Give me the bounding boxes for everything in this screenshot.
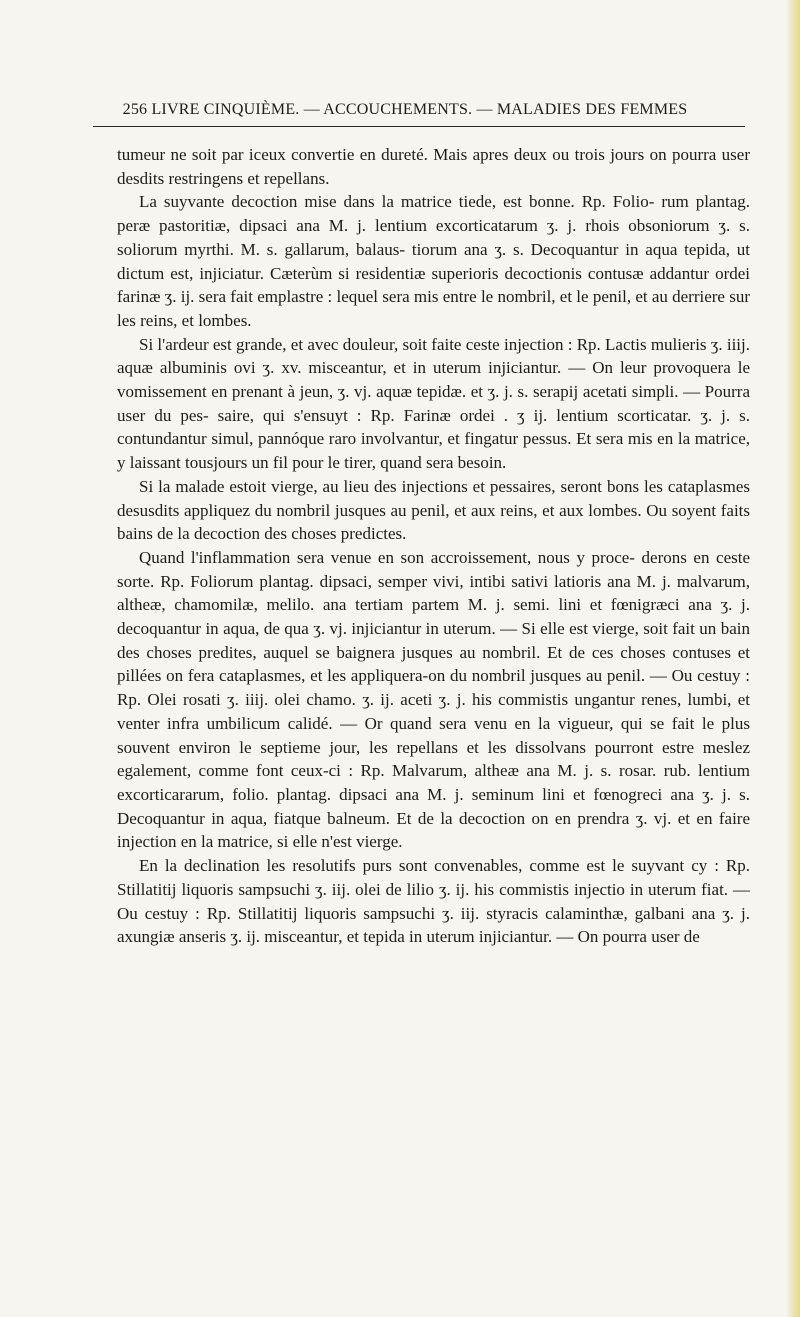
paragraph-4: Si la malade estoit vierge, au lieu des injections et pessaires, seront bons les cataplasmes desusdits appliquez du nombril jusques au penil, et aux reins, et aux lombes. Ou soyent faits bains de la decoction des choses predictes. bbox=[117, 476, 750, 544]
paragraph-6: En la declination les resolutifs purs sont convenables, comme est le suyvant cy : Rp. Stillatitij liquoris sampsuchi ʒ. iij. olei de lilio ʒ. ij. his commistis injectio in uterum fiat. — Ou cestuy : Rp. Stillatitij liquoris sampsuchi ʒ. iij. styracis calaminthæ, galbani ana ʒ. j. axungiæ anseris ʒ. ij. misceantur, et tepida in uterum injiciantur. — On pourra user de bbox=[117, 856, 750, 947]
paragraph-2: La suyvante decoction mise dans la matrice tiede, est bonne. Rp. Folio- rum plantag. peræ pastoritiæ, dipsaci ana M. j. lentium excorticatarum ʒ. j. rhois obsoniorum ʒ. s. soliorum myrthi. M. s. gallarum, balaus- tiorum ana ʒ. s. Decoquantur in aqua tepida, ut dictum est, injiciatur. Cæterùm si residentiæ superioris decoctionis contusæ addantur ordei farinæ ʒ. ij. sera fait emplastre : lequel sera mis entre le nombril, et le penil, et au derriere sur les reins, et lombes. bbox=[117, 192, 751, 330]
paragraph-3: Si l'ardeur est grande, et avec douleur, soit faite ceste injection : Rp. Lactis mulieris ʒ. iiij. aquæ albuminis ovi ʒ. xv. misceantur, et in uterum injiciantur. — On leur provoquera le vomissement en prenant à jeun, ʒ. vj. aquæ tepidæ. et ʒ. j. s. serapij acetati simpli. — Pourra user du pes- saire, qui s'ensuyt : Rp. Farinæ ordei . ʒ ij. lentium scorticatar. ʒ. j. s. contundantur simul, pannóque raro involvantur, et fingatur pessus. Et sera mis en la matrice, y laissant tousjours un fil pour le tirer, quand sera besoin. bbox=[117, 334, 750, 473]
header-rule bbox=[93, 126, 745, 127]
body-text bbox=[117, 143, 750, 949]
paragraph-1: tumeur ne soit par iceux convertie en dureté. Mais apres deux ou trois jours on pourra user desdits restringens et repellans. bbox=[117, 145, 750, 188]
paragraph-5: Quand l'inflammation sera venue en son accroissement, nous y proce- derons en ceste sorte. Rp. Foliorum plantag. dipsaci, semper vivi, intibi sativi latioris ana M. j. malvarum, altheæ, chamomilæ, melilo. ana tertiam partem M. j. semi. lini et fœnigræci ana ʒ. j. decoquantur in aqua, de qua ʒ. vj. injiciantur in uterum. — Si elle est vierge, soit fait un bain des choses predites, auquel se baignera jusques au nombril. Et de ces choses contuses et pillées on fera cataplasmes, et les appliquera-on du nombril jusques au penil. — Ou cestuy : Rp. Olei rosati ʒ. iiij. olei chamo. ʒ. ij. aceti ʒ. j. his commistis ungantur renes, lumbi, et venter infra umbilicum calidé. — Or quand sera venu en la vigueur, qui se fait le plus souvent environ le septieme jour, les repellans et les dissolvans pourront estre meslez egalement, comme font ceux-ci : Rp. Malvarum, altheæ ana M. j. s. rosar. rub. lentium excorticararum, folio. plantag. dipsaci ana M. j. seminum lini et fœnogreci ana ʒ. j. s. Decoquantur in aqua, fiatque balneum. Et de la decoction on en prendra ʒ. vj. et en faire injection en la matrice, si elle n'est vierge. bbox=[117, 547, 750, 852]
running-header: 256 LIVRE CINQUIÈME. — ACCOUCHEMENTS. — MALADIES DES FEMMES bbox=[122, 101, 688, 118]
page-edge-shading bbox=[786, 0, 800, 1317]
